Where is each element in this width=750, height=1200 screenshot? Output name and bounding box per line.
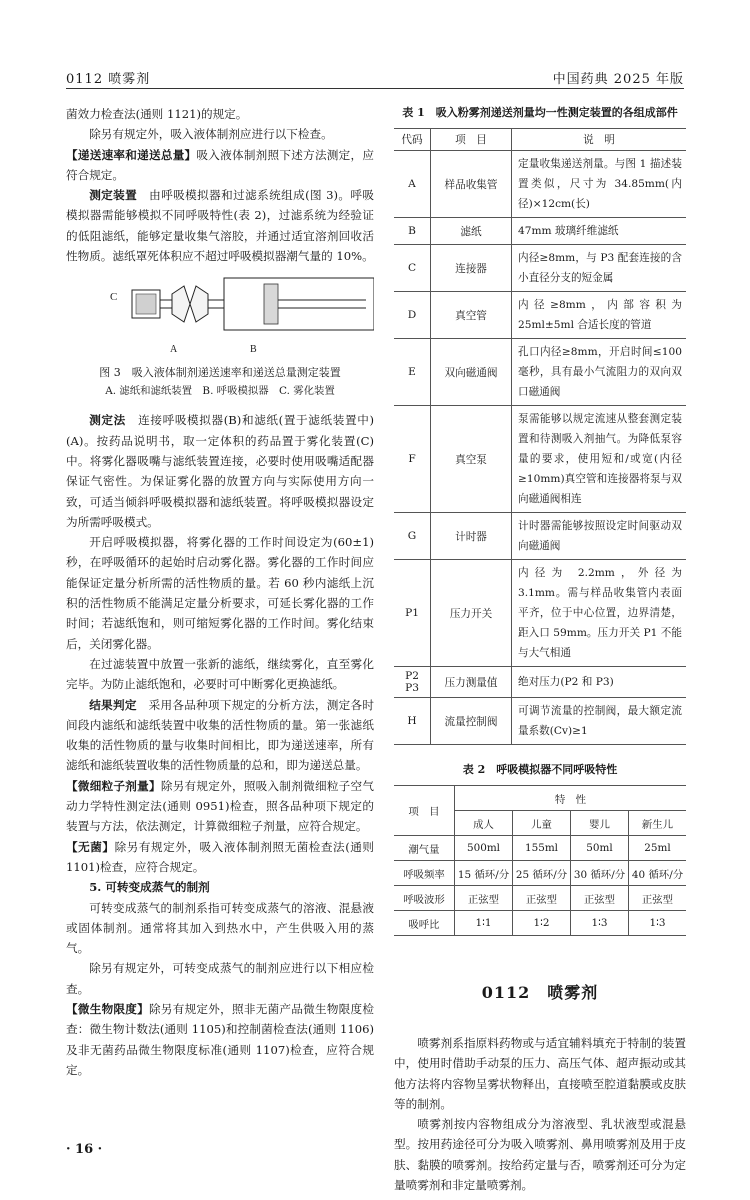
paragraph-text: 连接呼吸模拟器(B)和滤纸(置于滤纸装置中)(A)。按药品说明书，取一定体积的药品置于雾化装置(C)中。将雾化器吸嘴与滤纸装置连接，必要时使用吸嘴适配器保证气密性。为保证雾化器的放置方向与实际使用方向一致，可适当倾斜呼吸模拟器和滤纸装置。将呼吸模拟器设定为所需呼吸模式。: [66, 413, 374, 529]
table-cell: A: [394, 151, 431, 218]
table-row-label: 潮气量: [394, 836, 455, 861]
table-header: 成人: [455, 811, 513, 836]
label-b: B: [250, 344, 257, 356]
table-row-label: 呼吸频率: [394, 861, 455, 886]
term-label: 【无菌】: [66, 839, 115, 854]
table-cell: 孔口内径≥8mm，开启时间≤100 毫秒，具有最小气流阻力的双向双口磁通阀: [512, 339, 687, 406]
header-rule: [66, 88, 684, 89]
table-cell: 真空管: [431, 292, 512, 339]
table-cell: 泵需能够以规定流速从整套测定装置和待测吸入剂抽气。为降低泵容量的要求，使用短和/或宽(内径≥10mm)真空管和连接器将泵与双向磁通阀相连: [512, 406, 687, 513]
table-cell: 计时器需能够按照设定时间驱动双向磁通阀: [512, 513, 687, 560]
table-cell: B: [394, 218, 431, 245]
table-cell: 15 循环/分: [455, 861, 513, 886]
table-cell: 正弦型: [629, 886, 687, 911]
figure-legend: A. 滤纸和滤纸装置 B. 呼吸模拟器 C. 雾化装置: [105, 385, 335, 398]
table-cell: 25ml: [629, 836, 687, 861]
table-row: [394, 218, 686, 245]
figure-title: 图 3 吸入液体制剂递送速率和递送总量测定装置: [99, 366, 341, 380]
table-cell: 双向磁通阀: [431, 339, 512, 406]
table-1-title: 表 1 吸入粉雾剂递送剂量均一性测定装置的各组成部件: [402, 106, 678, 119]
paragraph: 可转变成蒸气的制剂系指可转变成蒸气的溶液、混悬液或固体制剂。通常将其加入到热水中，产生供吸入用的蒸气。: [66, 900, 374, 956]
table-cell: 正弦型: [513, 886, 571, 911]
table-row: [394, 513, 686, 560]
term-label: 【微生物限度】: [66, 1001, 149, 1016]
table-row: [394, 836, 686, 861]
figure-3-diagram: [66, 276, 374, 360]
paragraph-text: 除另有规定外，照非无菌产品微生物限度检查：微生物计数法(通则 1105)和控制菌检查法(通则 1106)及非无菌药品微生物限度标准(通则 1107)检查，应符合规定。: [66, 1001, 374, 1077]
table-cell: 正弦型: [455, 886, 513, 911]
paragraph: 开启呼吸模拟器，将雾化器的工作时间设定为(60±1)秒，在呼吸循环的起始时启动雾化器。雾化器的工作时间应能保证定量分析所需的活性物质的量。若 60 秒内滤纸上沉积的活性物质不能满足定量分析要求，可延长雾化器的工作时间；若滤纸饱和，则可缩短雾化器的工作时间。雾化结束后，关闭雾化器。: [66, 535, 374, 651]
table-cell: P2 P3: [394, 667, 431, 698]
table-2-title: 表 2 呼吸模拟器不同呼吸特性: [462, 763, 618, 776]
paragraph: 喷雾剂按内容物组成分为溶液型、乳状液型或混悬型。按用药途径可分为吸入喷雾剂、鼻用喷雾剂及用于皮肤、黏膜的喷雾剂。按给药定量与否，喷雾剂还可分为定量喷雾剂和非定量喷雾剂。: [394, 1117, 686, 1193]
paragraph: 除另有规定外，可转变成蒸气的制剂应进行以下相应检查。: [66, 961, 374, 996]
table-row: [394, 698, 686, 745]
table-cell: 内径≥8mm，与 P3 配套连接的含小直径分支的短金属: [512, 245, 687, 292]
paragraph-text: 除另有规定外，吸入液体制剂照无菌检查法(通则 1101)检查，应符合规定。: [66, 839, 374, 874]
table-cell: 40 循环/分: [629, 861, 687, 886]
table-cell: 25 循环/分: [513, 861, 571, 886]
table-cell: 计时器: [431, 513, 512, 560]
table-row-label: 呼吸波形: [394, 886, 455, 911]
table-cell: 1∶3: [629, 911, 687, 936]
table-cell: 1∶3: [571, 911, 629, 936]
table-cell: 内径为 2.2mm，外径为 3.1mm。需与样品收集管内表面平齐，位于中心位置，边界清楚，距入口 59mm。压力开关 P1 不能与大气相通: [512, 560, 687, 667]
section-heading: 0112 喷雾剂: [481, 983, 599, 1002]
table-row-label: 吸呼比: [394, 911, 455, 936]
paragraph: 喷雾剂系指原料药物或与适宜辅料填充于特制的装置中，使用时借助手动泵的压力、高压气体、超声振动或其他方法将内容物呈雾状物释出，直接喷至腔道黏膜或皮肤等的制剂。: [394, 1036, 686, 1111]
paragraph: [66, 145, 374, 186]
paragraph-text: 除另有规定外，照吸入制剂微细粒子空气动力学特性测定法(通则 0951)检查，照各品种项下规定的装置与方法，依法测定，计算微细粒子剂量，应符合规定。: [66, 778, 374, 834]
paragraph: 菌效力检查法(通则 1121)的规定。: [66, 107, 248, 121]
table-cell: 定量收集递送剂量。与图 1 描述装置类似，尺寸为 34.85mm(内径)×12cm(长): [512, 151, 687, 218]
table-cell: E: [394, 339, 431, 406]
table-cell: 真空泵: [431, 406, 512, 513]
table-cell: 1∶2: [513, 911, 571, 936]
table-row: [394, 406, 686, 513]
table-2: [394, 785, 686, 936]
table-row: [394, 151, 686, 218]
label-a: A: [170, 344, 178, 356]
table-row: [394, 886, 686, 911]
table-cell: 滤纸: [431, 218, 512, 245]
table-cell: 可调节流量的控制阀，最大额定流量系数(Cv)≥1: [512, 698, 687, 745]
table-cell: 47mm 玻璃纤维滤纸: [512, 218, 687, 245]
table-cell: 流量控制阀: [431, 698, 512, 745]
term-label: 测定法: [89, 413, 126, 428]
paragraph-text: 吸入液体制剂照下述方法测定，应符合规定。: [66, 147, 374, 182]
paragraph-text: 由呼吸模拟器和过滤系统组成(图 3)。呼吸模拟器需能够模拟不同呼吸特性(表 2)，过滤系统为经验证的低阻滤纸，能够定量收集气溶胶，并通过适宜溶剂回收活性物质。滤纸罩死体积应不超过呼吸模拟器潮气量的 10%。: [66, 188, 374, 264]
table-cell: D: [394, 292, 431, 339]
table-cell: 样品收集管: [431, 151, 512, 218]
table-1: [394, 128, 686, 745]
term-label: 【递送速率和递送总量】: [66, 147, 197, 162]
table-row: [394, 911, 686, 936]
paragraph: 在过滤装置中放置一张新的滤纸，继续雾化，直至雾化完毕。为防止滤纸饱和，必要时可中断雾化更换滤纸。: [66, 656, 374, 692]
table-header: 说 明: [512, 129, 687, 151]
table-cell: F: [394, 406, 431, 513]
table-cell: 正弦型: [571, 886, 629, 911]
page-number: · 16 ·: [66, 1142, 103, 1157]
table-row: [394, 339, 686, 406]
term-label: 测定装置: [89, 188, 138, 203]
table-cell: 压力开关: [431, 560, 512, 667]
table-header: 项 目: [394, 786, 455, 836]
apparatus-drawing: [66, 276, 374, 360]
table-cell: G: [394, 513, 431, 560]
table-cell: 连接器: [431, 245, 512, 292]
section-body: [394, 1033, 686, 1195]
paragraph: [66, 837, 374, 878]
table-row: [394, 245, 686, 292]
paragraph: [66, 185, 374, 266]
term-label: 【微细粒子剂量】: [66, 778, 161, 793]
table-cell: H: [394, 698, 431, 745]
paragraph: 除另有规定外，吸入液体制剂应进行以下检查。: [89, 127, 333, 142]
table-header: 儿童: [513, 811, 571, 836]
term-label: 结果判定: [89, 697, 137, 712]
running-header-right: 中国药典 2025 年版: [552, 72, 684, 87]
table-header: 代码: [394, 129, 431, 151]
table-cell: 500ml: [455, 836, 513, 861]
table-cell: 30 循环/分: [571, 861, 629, 886]
table-cell: C: [394, 245, 431, 292]
table-row: [394, 292, 686, 339]
table-cell: 压力测量值: [431, 667, 512, 698]
paragraph: [66, 999, 374, 1080]
table-row: [394, 861, 686, 886]
table-header: 特 性: [455, 786, 687, 811]
table-cell: P1: [394, 560, 431, 667]
label-c: C: [110, 291, 118, 304]
paragraph-text: 采用各品种项下规定的分析方法，测定各时间段内滤纸和滤纸装置中收集的活性物质的量。第一张滤纸收集的活性物质的量与收集时间相比，即为递送速率，所有滤纸和滤纸装置收集的活性物质量的总和，即为递送总量。: [66, 697, 374, 773]
paragraph: [66, 410, 374, 532]
left-column: [66, 104, 374, 1080]
running-header-left: 0112 喷雾剂: [66, 72, 151, 87]
table-cell: 绝对压力(P2 和 P3): [512, 667, 687, 698]
table-header: 婴儿: [571, 811, 629, 836]
table-cell: 1∶1: [455, 911, 513, 936]
section-heading-5: 5. 可转变成蒸气的制剂: [89, 880, 210, 895]
right-column: [394, 104, 686, 1195]
paragraph: [66, 695, 374, 776]
table-cell: 50ml: [571, 836, 629, 861]
table-cell: 155ml: [513, 836, 571, 861]
paragraph: [66, 776, 374, 837]
table-header: 新生儿: [629, 811, 687, 836]
table-cell: 内径≥8mm，内部容积为 25ml±5ml 合适长度的管道: [512, 292, 687, 339]
table-header: 项 目: [431, 129, 512, 151]
table-row: [394, 560, 686, 667]
table-row: [394, 667, 686, 698]
